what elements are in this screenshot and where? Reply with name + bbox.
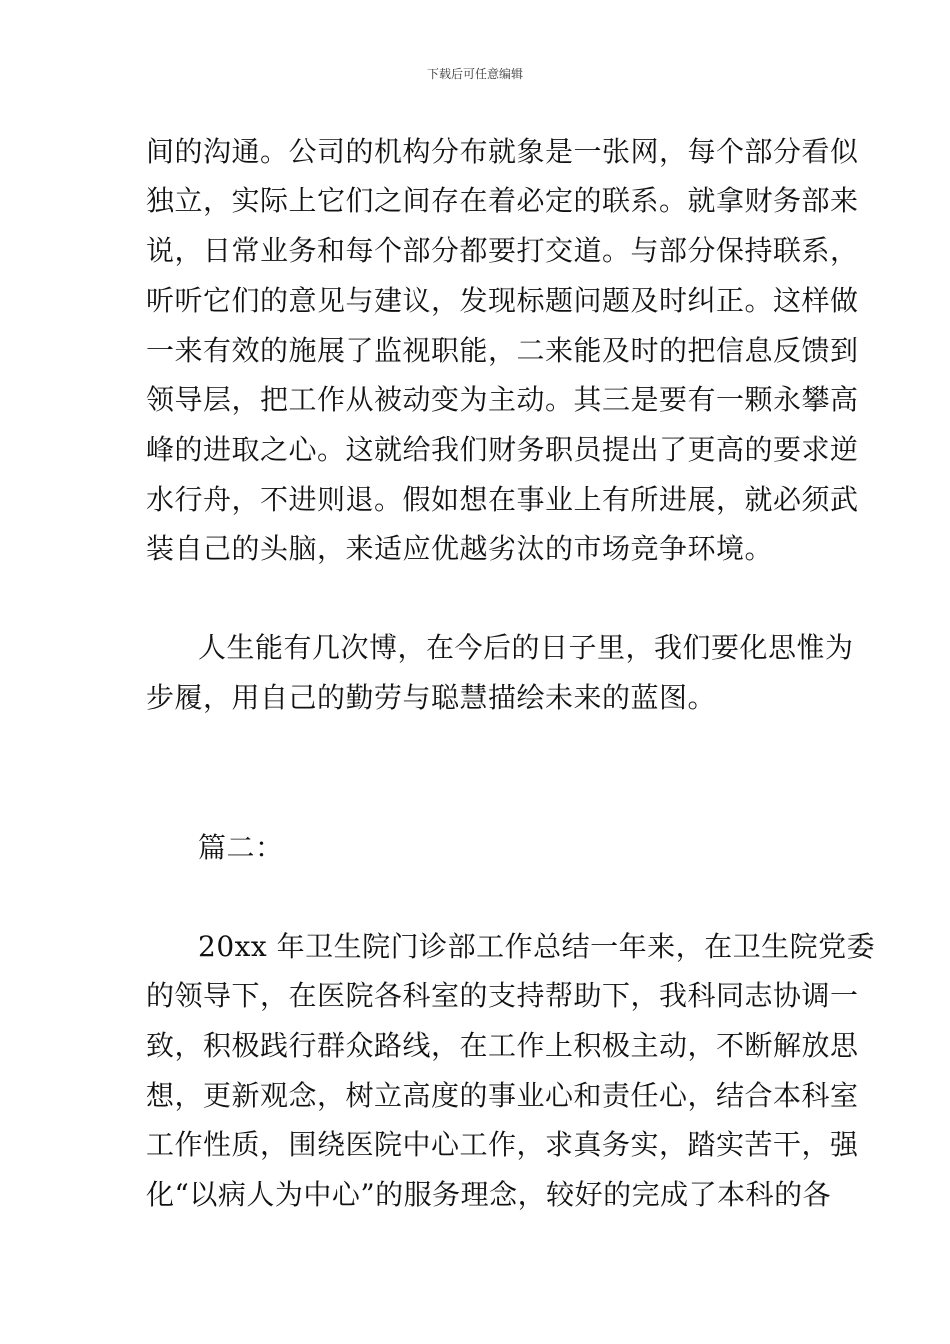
- paragraph-1-line-9: 装自己的头脑，来适应优越劣汰的市场竞争环境。: [146, 532, 774, 565]
- paragraph-3-line-5: 工作性质，围绕医院中心工作，求真务实，踏实苦干，强: [146, 1128, 859, 1161]
- paragraph-1-line-1: 间的沟通。公司的机构分布就象是一张网，每个部分看似: [146, 135, 859, 168]
- section-heading: 篇二：: [198, 831, 284, 864]
- paragraph-3-line-4: 想，更新观念，树立高度的事业心和责任心，结合本科室: [146, 1079, 859, 1112]
- paragraph-3-line-1: 20xx 年卫生院门诊部工作总结一年来，在卫生院党委: [198, 930, 876, 963]
- paragraph-3-line-2: 的领导下，在医院各科室的支持帮助下，我科同志协调一: [146, 979, 859, 1012]
- paragraph-1-line-2: 独立，实际上它们之间存在着必定的联系。就拿财务部来: [146, 184, 859, 217]
- paragraph-2-line-2: 步履，用自己的勤劳与聪慧描绘未来的蓝图。: [146, 681, 717, 714]
- paragraph-1-line-7: 峰的进取之心。这就给我们财务职员提出了更高的要求逆: [146, 433, 859, 466]
- paragraph-1-line-5: 一来有效的施展了监视职能，二来能及时的把信息反馈到: [146, 334, 859, 367]
- page-header: 下载后可任意编辑: [426, 67, 523, 81]
- paragraph-3-line-6: 化“以病人为中心”的服务理念，较好的完成了本科的各: [146, 1178, 832, 1211]
- paragraph-1-line-8: 水行舟，不进则退。假如想在事业上有所进展，就必须武: [146, 483, 859, 516]
- paragraph-1-line-6: 领导层，把工作从被动变为主动。其三是要有一颗永攀高: [146, 383, 859, 416]
- paragraph-1-line-4: 听听它们的意见与建议，发现标题问题及时纠正。这样做: [146, 284, 859, 317]
- paragraph-2-line-1: 人生能有几次博，在今后的日子里，我们要化思惟为: [198, 631, 854, 664]
- paragraph-1-line-3: 说，日常业务和每个部分都要打交道。与部分保持联系，: [146, 234, 859, 267]
- paragraph-3-line-3: 致，积极践行群众路线，在工作上积极主动，不断解放思: [146, 1029, 859, 1062]
